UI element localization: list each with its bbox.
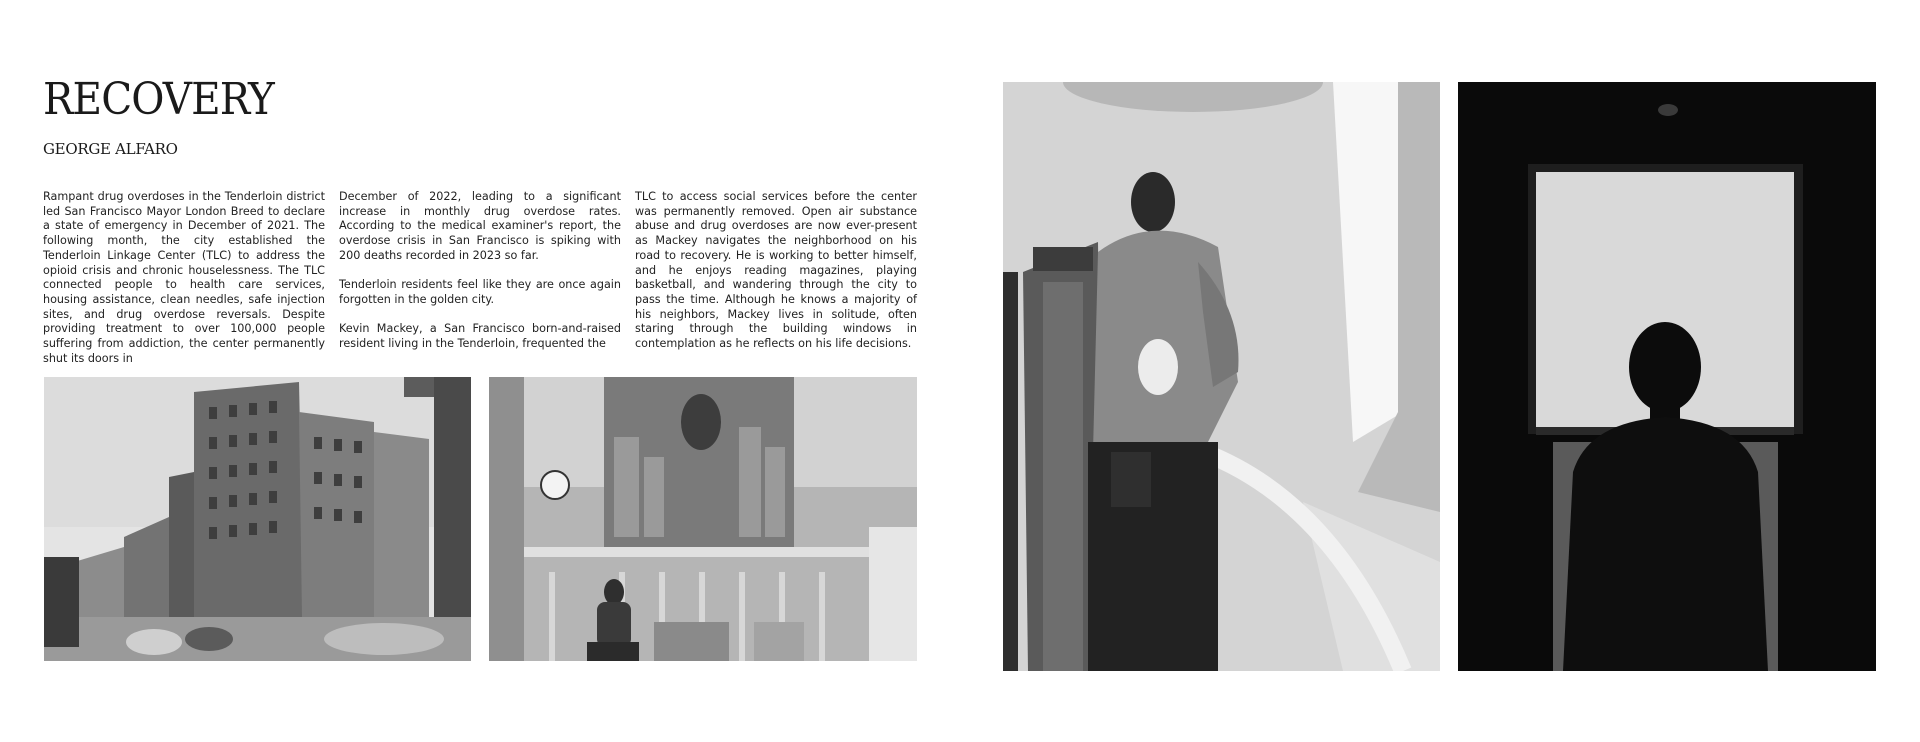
paragraph: Kevin Mackey, a San Francisco born-and-raised resident living in the Tenderloin, frequented the xyxy=(339,322,621,350)
paragraph: Tenderloin residents feel like they are once again forgotten in the golden city. xyxy=(339,278,621,306)
mural-room-photo xyxy=(489,377,917,661)
text-column-3 xyxy=(635,190,917,366)
window-silhouette-photo xyxy=(1458,82,1876,671)
author-byline: GEORGE ALFARO xyxy=(43,140,178,158)
paragraph: TLC to access social services before the center was permanently removed. Open air substance abuse and drug overdoses are now ever-present as Mackey navigates the neighborhood on his road to recovery. He is working to better himself, and he enjoys reading magazines, playing basketball, and wandering through the city to pass the time. Although he knows a majority of his neighbors, Mackey lives in solitude, often staring through the building windows in contemplation as he reflects on his life decisions. xyxy=(635,190,917,351)
article-title: RECOVERY xyxy=(43,74,274,125)
staircase-portrait-photo xyxy=(1003,82,1440,671)
text-column-2 xyxy=(339,190,621,366)
text-column-1 xyxy=(43,190,325,381)
paragraph: December of 2022, leading to a significant increase in monthly drug overdose rates. According to the medical examiner's report, the overdose crisis in San Francisco is spiking with 200 deaths recorded in 2023 so far. xyxy=(339,190,621,262)
street-buildings-photo xyxy=(44,377,471,661)
paragraph: Rampant drug overdoses in the Tenderloin district led San Francisco Mayor London Breed to declare a state of emergency in December of 2021. The following month, the city established the Tenderloin Linkage Center (TLC) to address the opioid crisis and chronic houselessness. The TLC connected people to health care services, housing assistance, clean needles, safe injection sites, and drug overdose reversals. Despite providing treatment to over 100,000 people suffering from addiction, the center permanently shut its doors in xyxy=(43,190,325,365)
